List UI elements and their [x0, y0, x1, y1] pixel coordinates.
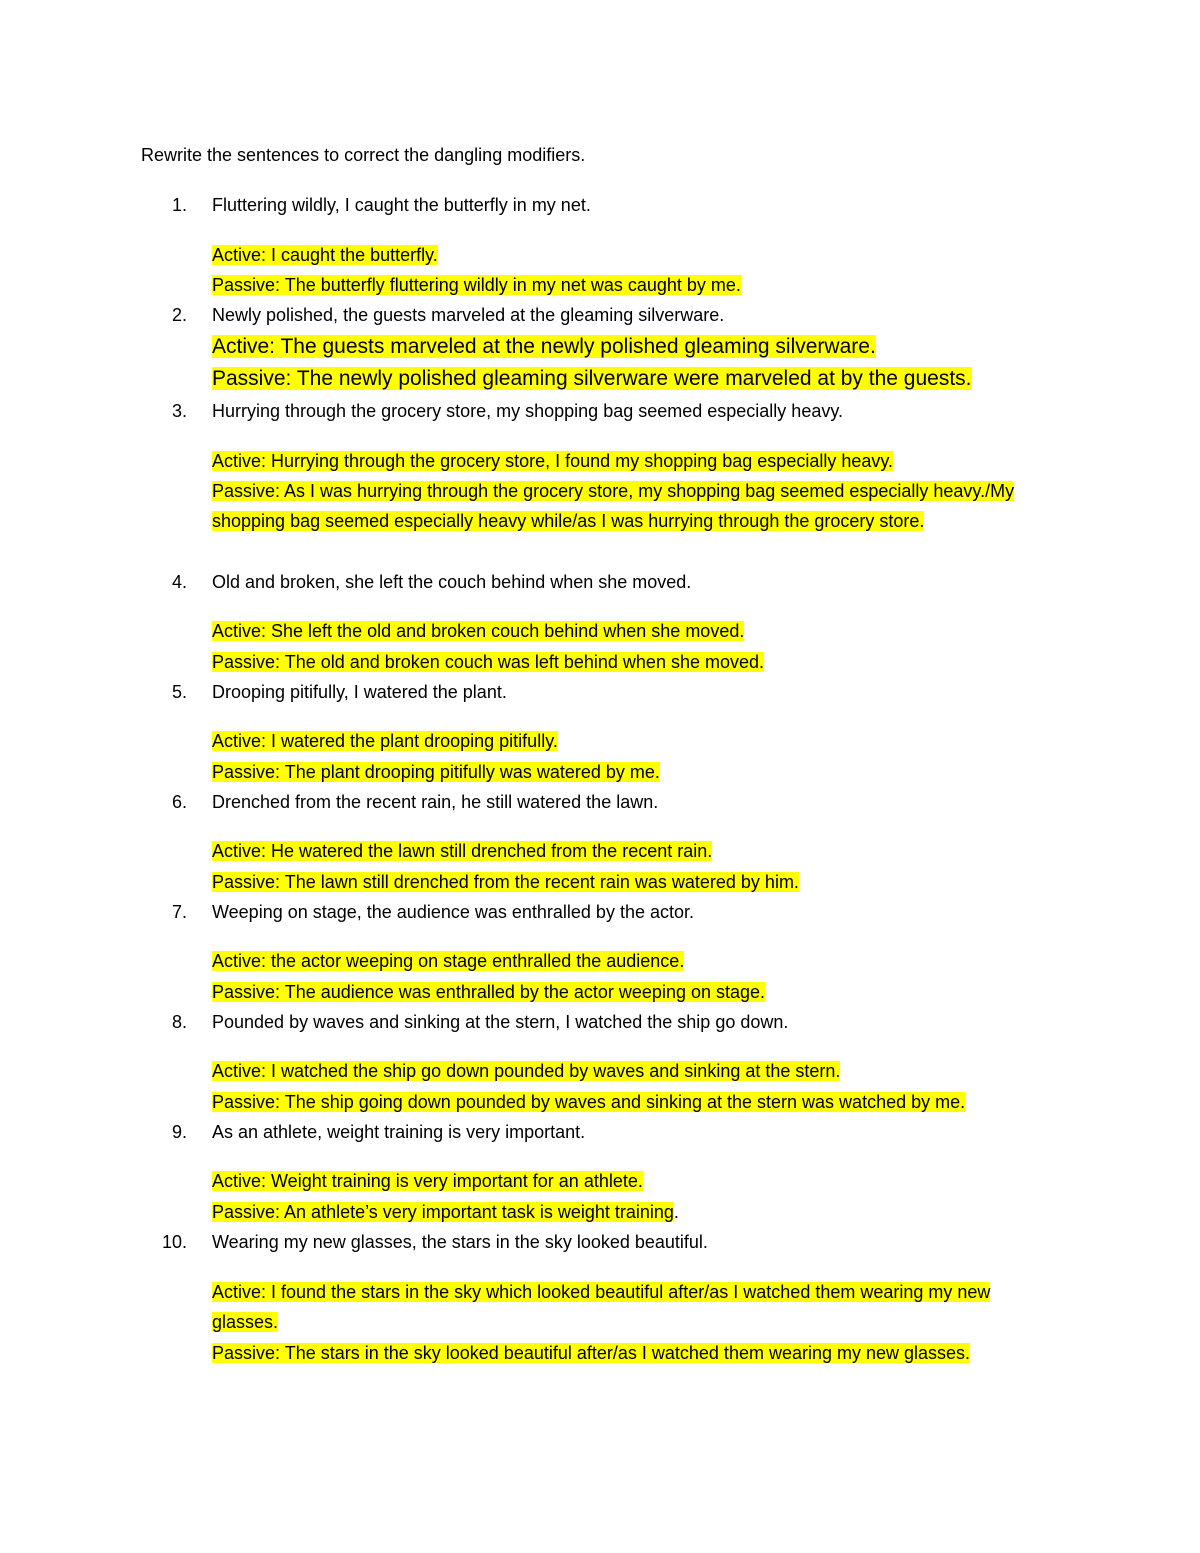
passive-answer	[212, 1087, 965, 1117]
highlighted-text: Passive: The lawn still drenched from the recent rain was watered by him.	[212, 872, 799, 892]
active-answer	[212, 616, 744, 646]
item-sentence: Fluttering wildly, I caught the butterfly in my net.	[212, 195, 591, 215]
item-sentence: As an athlete, weight training is very important.	[212, 1122, 586, 1142]
item-sentence: Hurrying through the grocery store, my shopping bag seemed especially heavy.	[212, 401, 844, 421]
active-answer	[212, 726, 558, 756]
item-sentence: Newly polished, the guests marveled at the gleaming silverware.	[212, 305, 725, 325]
highlighted-text: Passive: The audience was enthralled by the actor weeping on stage.	[212, 982, 766, 1002]
highlighted-text: Passive: The stars in the sky looked beautiful after/as I watched them wearing my new glasses.	[212, 1343, 971, 1363]
highlighted-text: Active: the actor weeping on stage enthralled the audience.	[212, 951, 685, 971]
highlighted-text: Passive: The newly polished gleaming silverware were marveled at by the guests.	[212, 367, 972, 390]
highlighted-text: Passive: The ship going down pounded by waves and sinking at the stern was watched by me.	[212, 1092, 966, 1112]
item-number: 9.	[172, 1122, 188, 1142]
highlighted-text: Passive: The plant drooping pitifully was watered by me.	[212, 762, 660, 782]
highlighted-text: Passive: An athlete’s very important task is weight training	[212, 1202, 674, 1222]
passive-answer	[212, 270, 741, 300]
highlighted-text: Active: She left the old and broken couch behind when she moved.	[212, 621, 745, 641]
passive-answer	[212, 757, 660, 787]
highlighted-text: Active: Hurrying through the grocery store, I found my shopping bag especially heavy.	[212, 451, 894, 471]
passive-answer	[212, 363, 972, 395]
item-number: 3.	[172, 401, 188, 421]
item-sentence: Drenched from the recent rain, he still watered the lawn.	[212, 792, 659, 812]
passive-answer	[212, 647, 764, 677]
item-number: 8.	[172, 1012, 188, 1032]
item-number: 2.	[172, 305, 188, 325]
highlighted-text: Active: Weight training is very important for an athlete.	[212, 1171, 643, 1191]
instruction-text: Rewrite the sentences to correct the dangling modifiers.	[141, 145, 586, 165]
highlighted-text: Passive: The old and broken couch was left behind when she moved.	[212, 652, 765, 672]
item-sentence: Old and broken, she left the couch behind when she moved.	[212, 572, 692, 592]
item-number: 5.	[172, 682, 188, 702]
active-answer	[212, 446, 893, 476]
highlighted-text: Active: I caught the butterfly.	[212, 245, 438, 265]
item-number: 10.	[162, 1232, 188, 1252]
item-number: 4.	[172, 572, 188, 592]
highlighted-text: Passive: As I was hurrying through the grocery store, my shopping bag seemed especially heavy./My shopping bag seemed especially heavy while/as I was hurrying through the grocery store.	[212, 481, 1015, 531]
item-sentence: Drooping pitifully, I watered the plant.	[212, 682, 507, 702]
active-answer	[212, 836, 712, 866]
highlighted-text: Active: He watered the lawn still drenched from the recent rain.	[212, 841, 713, 861]
active-answer	[212, 1056, 840, 1086]
passive-answer	[212, 977, 765, 1007]
passive-answer	[212, 476, 1052, 536]
highlighted-text: Active: The guests marveled at the newly polished gleaming silverware.	[212, 335, 876, 358]
active-answer	[212, 946, 684, 976]
active-answer	[212, 1166, 643, 1196]
item-number: 1.	[172, 195, 188, 215]
active-answer	[212, 1277, 1052, 1337]
passive-answer	[212, 1197, 679, 1227]
passive-answer	[212, 867, 799, 897]
passive-answer	[212, 1338, 970, 1368]
highlighted-text: Passive: The butterfly fluttering wildly in my net was caught by me.	[212, 275, 741, 295]
highlighted-text: Active: I watered the plant drooping pitifully.	[212, 731, 558, 751]
item-sentence: Weeping on stage, the audience was enthralled by the actor.	[212, 902, 694, 922]
highlighted-text: Active: I watched the ship go down pounded by waves and sinking at the stern.	[212, 1061, 841, 1081]
item-number: 7.	[172, 902, 188, 922]
active-answer	[212, 240, 438, 270]
active-answer	[212, 331, 876, 363]
item-number: 6.	[172, 792, 188, 812]
trailing-period: .	[673, 1202, 679, 1222]
item-sentence: Wearing my new glasses, the stars in the sky looked beautiful.	[212, 1232, 708, 1252]
highlighted-text: Active: I found the stars in the sky which looked beautiful after/as I watched them wearing my new glasses.	[212, 1282, 991, 1332]
item-sentence: Pounded by waves and sinking at the stern, I watched the ship go down.	[212, 1012, 789, 1032]
